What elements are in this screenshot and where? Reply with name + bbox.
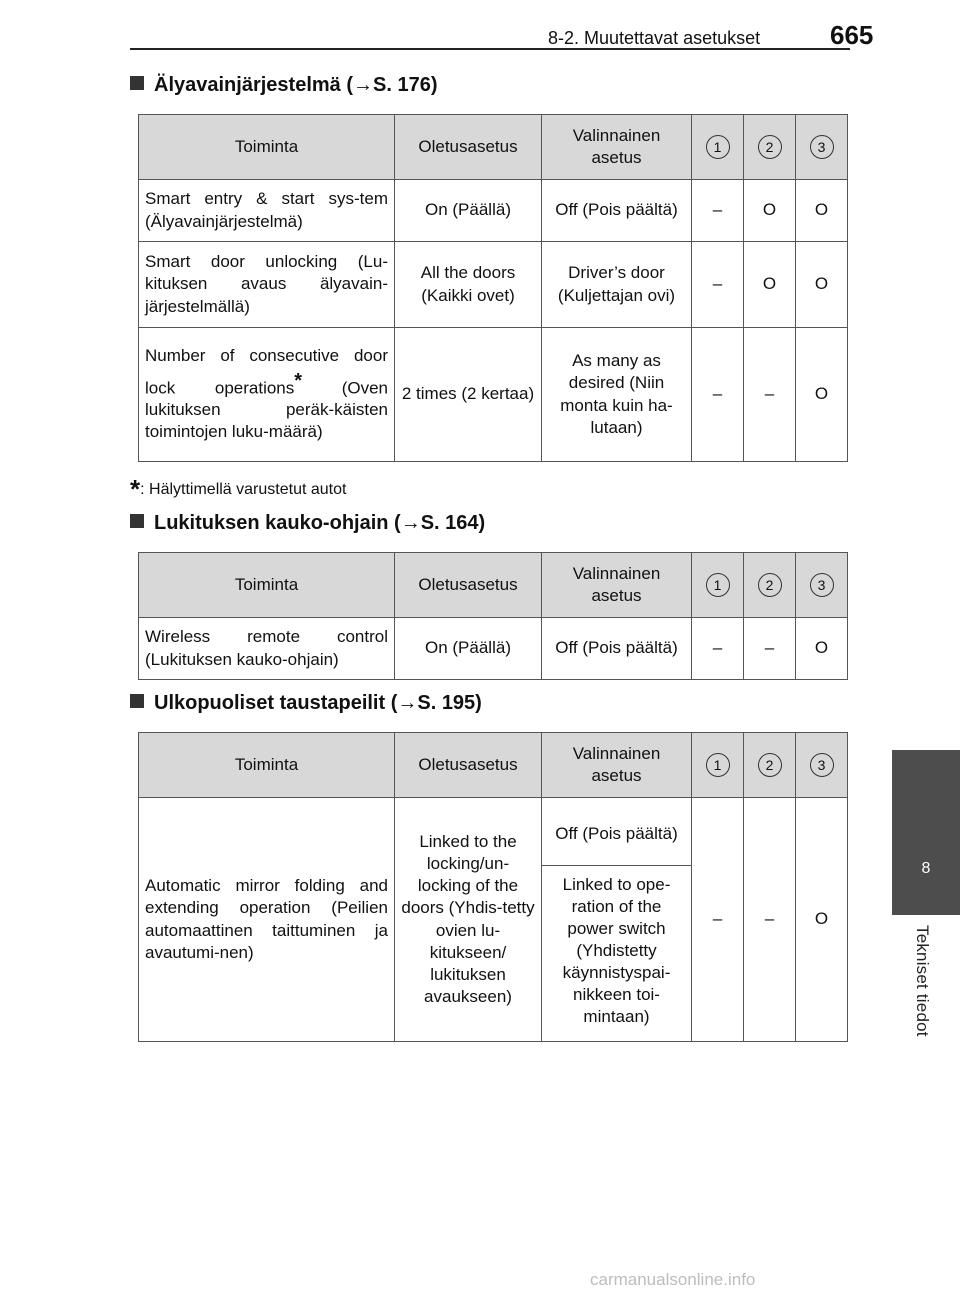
col-header-optional: Valinnainen asetus [542,115,692,180]
section-title: Älyavainjärjestelmä (→S. 176) [154,74,438,96]
method-2-cell: O [744,180,796,242]
optional-cell: Driver’s door (Kuljettajan ovi) [542,242,692,328]
chapter-number: 8 [921,860,931,877]
footnote-text: : Hälyttimellä varustetut autot [140,481,347,498]
method-3-cell: O [796,798,848,1042]
col-header-method-2 [744,733,796,798]
col-header-method-3 [796,553,848,618]
method-2-cell: O [744,242,796,328]
circled-number-icon: 3 [810,135,834,159]
chapter-tab[interactable] [892,750,960,915]
col-header-function: Toiminta [139,115,395,180]
col-header-function: Toiminta [139,733,395,798]
settings-table-mirrors [138,732,848,1042]
function-cell: Wireless remote control (Lukituksen kauko-ohjain) [139,618,395,680]
section-title: Ulkopuoliset taustapeilit (→S. 195) [154,692,482,714]
table-row [139,180,848,242]
optional-cell: Off (Pois päältä) [542,618,692,680]
col-header-function: Toiminta [139,553,395,618]
method-2-cell: – [744,798,796,1042]
header-section-title: 8-2. Muutettavat asetukset [548,28,761,48]
default-cell: All the doors (Kaikki ovet) [395,242,542,328]
default-cell: On (Päällä) [395,618,542,680]
circled-number-icon: 1 [706,135,730,159]
footnote-marker: * [294,369,303,392]
optional-value-a: Off (Pois päältä) [555,823,678,843]
method-1-cell: – [692,180,744,242]
table-header-row [139,553,848,618]
col-header-method-1 [692,115,744,180]
circled-number-icon: 1 [706,573,730,597]
col-header-method-2 [744,553,796,618]
method-1-cell: – [692,618,744,680]
watermark: carmanualsonline.info [590,1270,756,1289]
settings-table-remote-control [138,552,848,680]
section-heading-mirrors [130,692,482,715]
method-1-cell: – [692,798,744,1042]
circled-number-icon: 2 [758,135,782,159]
table-row [139,798,848,1042]
circled-number-icon: 1 [706,753,730,777]
method-2-cell: – [744,618,796,680]
default-cell: Linked to the locking/un-locking of the doors (Yhdis-tetty ovien lu-kitukseen/ lukituksen avaukseen) [395,798,542,1042]
optional-cell: As many as desired (Niin monta kuin ha-lutaan) [542,328,692,462]
section-heading-smart-key [130,74,437,97]
table-header-row [139,733,848,798]
circled-number-icon: 3 [810,753,834,777]
method-3-cell: O [796,328,848,462]
function-cell: Smart door unlocking (Lu-kituksen avaus älyavain-järjestelmällä) [139,242,395,328]
chapter-label: Tekniset tiedot [913,925,932,1037]
function-text-fi: (Oven lukituksen peräk-käisten toimintojen luku-määrä) [145,378,388,442]
circled-number-icon: 2 [758,573,782,597]
footnote-star: * [130,474,141,504]
table-row [139,242,848,328]
optional-value-b: Linked to ope-ration of the power switch (Yhdistetty käynnistyspai-nikkeen toi-mintaan) [542,865,691,1037]
bullet-square-icon [130,514,144,528]
col-header-default: Oletusasetus [395,115,542,180]
bullet-square-icon [130,76,144,90]
col-header-optional: Valinnainen asetus [542,553,692,618]
circled-number-icon: 2 [758,753,782,777]
col-header-optional: Valinnainen asetus [542,733,692,798]
col-header-method-3 [796,733,848,798]
page-number: 665 [830,20,874,50]
method-1-cell: – [692,328,744,462]
optional-cell: Off (Pois päältä) [542,180,692,242]
optional-cell [542,798,692,1042]
method-1-cell: – [692,242,744,328]
table-row [139,328,848,462]
function-text: Number of consecutive door lock operations [145,346,388,398]
table-header-row [139,115,848,180]
section-title: Lukituksen kauko-ohjain (→S. 164) [154,512,486,534]
bullet-square-icon [130,694,144,708]
function-cell [139,328,395,462]
method-3-cell: O [796,180,848,242]
circled-number-icon: 3 [810,573,834,597]
col-header-method-1 [692,733,744,798]
default-cell: On (Päällä) [395,180,542,242]
table-row [139,618,848,680]
col-header-method-1 [692,553,744,618]
settings-table-smart-key [138,114,848,462]
method-2-cell: – [744,328,796,462]
col-header-method-3 [796,115,848,180]
section-heading-remote-control [130,512,485,535]
col-header-default: Oletusasetus [395,733,542,798]
method-3-cell: O [796,618,848,680]
col-header-method-2 [744,115,796,180]
method-3-cell: O [796,242,848,328]
footnote [130,474,346,505]
col-header-default: Oletusasetus [395,553,542,618]
function-cell: Automatic mirror folding and extending operation (Peilien automaattinen taittuminen ja avautumi-nen) [139,798,395,1042]
default-cell: 2 times (2 kertaa) [395,328,542,462]
function-cell: Smart entry & start sys-tem (Älyavainjärjestelmä) [139,180,395,242]
